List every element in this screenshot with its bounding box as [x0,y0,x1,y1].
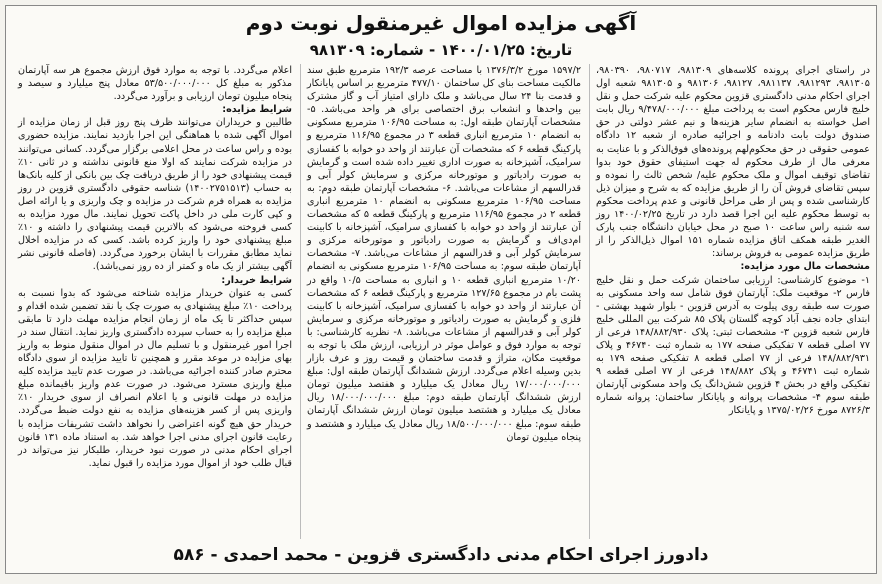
column-right [589,64,870,539]
auction-terms-text: طالبین و خریداران می‌توانند ظرف پنج روز قبل از زمان مزایده از اموال آگهی شده با هماهنگی این اجرا بازدید نمایند. مزایده حضوری بوده و راس ساعت در محل اعلامی برگزار می‌گردد. کسانی می‌توانند در مزایده شرکت نمایند که اولا منع قانونی نداشته و در ثانی ۱۰٪ قیمت پیشنهادی خود را از طریق دریافت چک بین بانکی از کلیه بانک‌ها به حساب (۱۴۰۰۲۷۵۱۵۱۳) شناسه حقوقی دادگستری قزوین در روز مزایده به همراه فرم شرکت در مزایده و چک واریزی و یا ارائه اصل و کپی کارت ملی در داخل پاکت تحویل نمایند. مال مورد مزایده به کسی فروخته می‌شود که بالاترین قیمت پیشنهادی را داشته و ۱۰٪ مبلغ پیشنهادی خود را واریز کرده باشد. کسی که در مزایده اخلال نماید مطابق مقررات با ایشان برخورد می‌گردد. (فاصله قانونی نشر آگهی بیشتر از یک ماه و کمتر از ده روز نمی‌باشد). [18,117,292,273]
notice-title: آگهی مزایده اموال غیرمنقول نوبت دوم [245,11,637,35]
buyer-terms-heading: شرایط خریدار: [221,274,292,286]
notice-date-number: تاریخ: ۱۴۰۰/۰۱/۲۵ - شماره: ۹۸۱۳۰۹ [309,41,573,59]
units-description: ۱۵۹۷/۲ مورخ ۱۳۷۶/۳/۲ با مساحت عرصه ۱۹۲/۳ مترمربع طبق سند مالکیت مساحت بنای کل ساختمان ۴۷۷/۱۰ مترمربع بر اساس پایانکار و قدمت بنا ۲۴ سال می‌باشد و ملک دارای امتیاز آب و گاز مشترک بین واحدها و انشعاب برق اختصاصی برای هر واحد می‌باشد. ۵- مشخصات آپارتمان طبقه اول: به مساحت ۱۰۶/۹۵ مترمربع مسکونی به انضمام ۱۰ مترمربع انباری قطعه ۳ در مجموع ۱۱۶/۹۵ مترمربع و پارکینگ قطعه ۶ که مشخصات آن عبارتند از واحد دو خوابه با کفسازی سرامیک، آشپزخانه به صورت اداری تغییر داده شده است و گرمایش به صورت رادیاتور و موتورخانه مرکزی و سرمایش کولر آبی و قدرالسهم از مشاعات می‌باشد. ۶- مشخصات آپارتمان طبقه دوم: به مساحت ۱۰۶/۹۵ مترمربع مسکونی به انضمام ۱۰ مترمربع انباری قطعه ۲ در مجموع ۱۱۶/۹۵ مترمربع و پارکینگ قطعه ۵ که مشخصات آن عبارتند از واحد دو خوابه با کفسازی سرامیک، آشپزخانه با کابینت ام‌دی‌اف و گرمایش به صورت رادیاتور و موتورخانه مرکزی و سرمایش کولر آبی و قدرالسهم از مشاعات می‌باشد. ۷- مشخصات آپارتمان طبقه سوم: به مساحت ۱۰۶/۹۵ مترمربع مسکونی به انضمام ۱۰/۲۰ مترمربع انباری قطعه ۱۰ و انباری به مساحت ۱۰/۵ واقع در پشت بام در مجموع ۱۲۷/۶۵ مترمربع و پارکینگ قطعه ۶ که مشخصات آن عبارتند از واحد دو خوابه با کفسازی سرامیک، آشپزخانه با کابینت فلزی و گرمایش به صورت رادیاتور و موتورخانه مرکزی و سرمایش کولر آبی و قدرالسهم از مشاعات می‌باشد. ۸- نظریه کارشناسی: با توجه به موارد فوق و عوامل موثر در ارزیابی، ارزش ملک با توجه به موقعیت مکان، متراژ و قدمت ساختمان و قیمت روز و عرف بازار بدین وسیله اعلام می‌گردد. ارزش ششدانگ آپارتمان طبقه اول: مبلغ ۱۷/۰۰۰/۰۰۰/۰۰۰ ریال معادل یک میلیارد و هفتصد میلیون تومان ارزش ششدانگ آپارتمان طبقه دوم: مبلغ ۱۸/۰۰۰/۰۰۰/۰۰۰ ریال معادل یک میلیارد و هشتصد میلیون تومان ارزش ششدانگ آپارتمان طبقه سوم: مبلغ ۱۸/۵۰۰/۰۰۰/۰۰۰ ریال معادل یک میلیارد و هشتصد و پنجاه میلیون تومان [307,65,581,443]
column-left [12,64,292,539]
valuation-summary: اعلام می‌گردد. با توجه به موارد فوق ارزش مجموع هر سه آپارتمان مذکور به مبلغ کل ۵۳/۵۰۰/۰۰۰/۰۰۰ معادل پنج میلیارد و سیصد و پنجاه میلیون تومان ارزیابی و برآورد می‌گردد. [18,65,292,103]
auction-terms-heading: شرایط مزایده: [222,104,292,116]
column-middle [300,64,581,539]
buyer-terms-text: کسی به عنوان خریدار مزایده شناخته می‌شود که بدوا نسبت به پرداخت ۱۰٪ مبلغ پیشنهادی به صورت چک یا نقد تضمین شده اقدام و سپس حداکثر تا یک ماه از زمان انجام مزایده مهلت دارد تا مابقی مبلغ مزایده را به حساب سپرده دادگستری واریز نماید. انتقال سند در اجرا امور غیرمنقول و با تسلیم مال در اموال منقول منوط به واریز بهای مزایده در موعد مقرر و همچنین تا تایید مزایده از سوی دادگاه محترم صادر کننده اجرائیه می‌باشد. در صورت عدم تایید مزایده کلیه مبلغ واریزی مسترد می‌شود. در صورت عدم واریز باقیمانده مبلغ مزایده در مهلت قانونی و یا اعلام انصراف از سوی خریدار ۱۰٪ واریزی پس از کسر هزینه‌های مزایده به نفع دولت ضبط می‌گردد. خریدار حق هیچ گونه اعتراضی را نخواهد داشت تشریفات مزایده با رعایت قانون اجرای مدنی اجرا خواهد شد. به استناد ماده ۱۳۱ قانون اجرای احکام مدنی در صورت نبود خریدار، طلبکار نیز می‌تواند در قبال طلب خود از اموال مورد مزایده را قبول نماید. [18,287,292,469]
notice-signature: دادورز اجرای احکام مدنی دادگستری قزوین - محمد احمدی - ۵۸۶ [173,545,709,565]
newspaper-notice [5,5,877,574]
property-specs-heading: مشخصات مال مورد مزایده: [740,261,870,273]
property-specs-text: ۱- موضوع کارشناسی: ارزیابی ساختمان شرکت حمل و نقل خلیج فارس ۲- موقعیت ملک: آپارتمان فوق شامل سه واحد مسکونی به صورت سه طبقه روی پیلوت به آدرس قزوین - بلوار شهید بهشتی - ابتدای جاده نجف آباد کوچه گلستان پلاک ۸۵ شرکت بین المللی خلیج فارس شعبه قزوین ۳- مشخصات ثبتی: پلاک ۱۴۸/۸۸۲/۹۳۰ فرعی از ۷۷ اصلی قطعه ۷ تفکیکی صفحه ۱۷۷ به شماره ثبت ۴۶۷۴۰ و پلاک ۱۴۸/۸۸۲/۹۳۱ فرعی از ۷۷ اصلی قطعه ۸ تفکیکی صفحه ۱۷۹ به شماره ثبت ۴۶۷۴۱ و پلاک ۱۴۸/۸۸۲ فرعی از ۷۷ اصلی قطعه ۹ تفکیکی واقع در بخش ۴ قزوین شش‌دانگ یک واحد مسکونی آپارتمان طبقه سوم ۴- مشخصات پروانه و پایانکار ساختمان: پروانه شماره ۸۷۲۶/۳ مورخ ۱۳۷۵/۰۲/۲۶ و پایانکار [596,274,870,417]
notice-columns [12,64,870,539]
intro-paragraph: در راستای اجرای پرونده کلاسه‌های ۹۸۱۳۰۹، ۹۸۰۷۱۷، ۹۸۰۳۹۰، ۹۸۱۳۰۵، ۹۸۱۲۹۳، ۹۸۱۱۳۷، ۹۸۱۲۷، ۹۸۱۳۰۶ و ۹۸۱۳۰۵ شعبه اول اجرای احکام مدنی دادگستری قزوین محکوم علیه شرکت حمل و نقل خلیج فارس محکوم است به پرداخت مبلغ ۹/۴۷۸/۰۰۰/۰۰۰ ریال بابت اصل خواسته به انضمام سایر هزینه‌ها و نیم عشر دولتی در حق صندوق دولت بابت دادنامه و اجرائیه صادره از شعبه ۱۲ دادگاه عمومی حقوقی در حق محکوم‌لهم پرونده‌های فوق‌الذکر و با عنایت به معرفی مال از طرف محکوم له جهت استیفای حقوق خود بدوا تقاضای توقیف اموال و ملک محکوم علیه/ شخص ثالث را نموده و سپس تقاضای فروش آن را از طریق مزایده که به شرح و میزان ذیل کارشناسی شده و پس از طی مراحل قانونی و عدم پرداخت محکوم به توسط محکوم علیه این اجرا قصد دارد در تاریخ ۱۴۰۰/۰۲/۲۵ روز سه شنبه راس ساعت ۱۰ صبح در محل خیابان دانشگاه جنب پارک الغدیر طبقه همکف اتاق مزایده شماره ۱۵۱ اموال ذیل‌الذکر را از طریق مزایده عمومی به فروش برساند: [596,65,870,260]
